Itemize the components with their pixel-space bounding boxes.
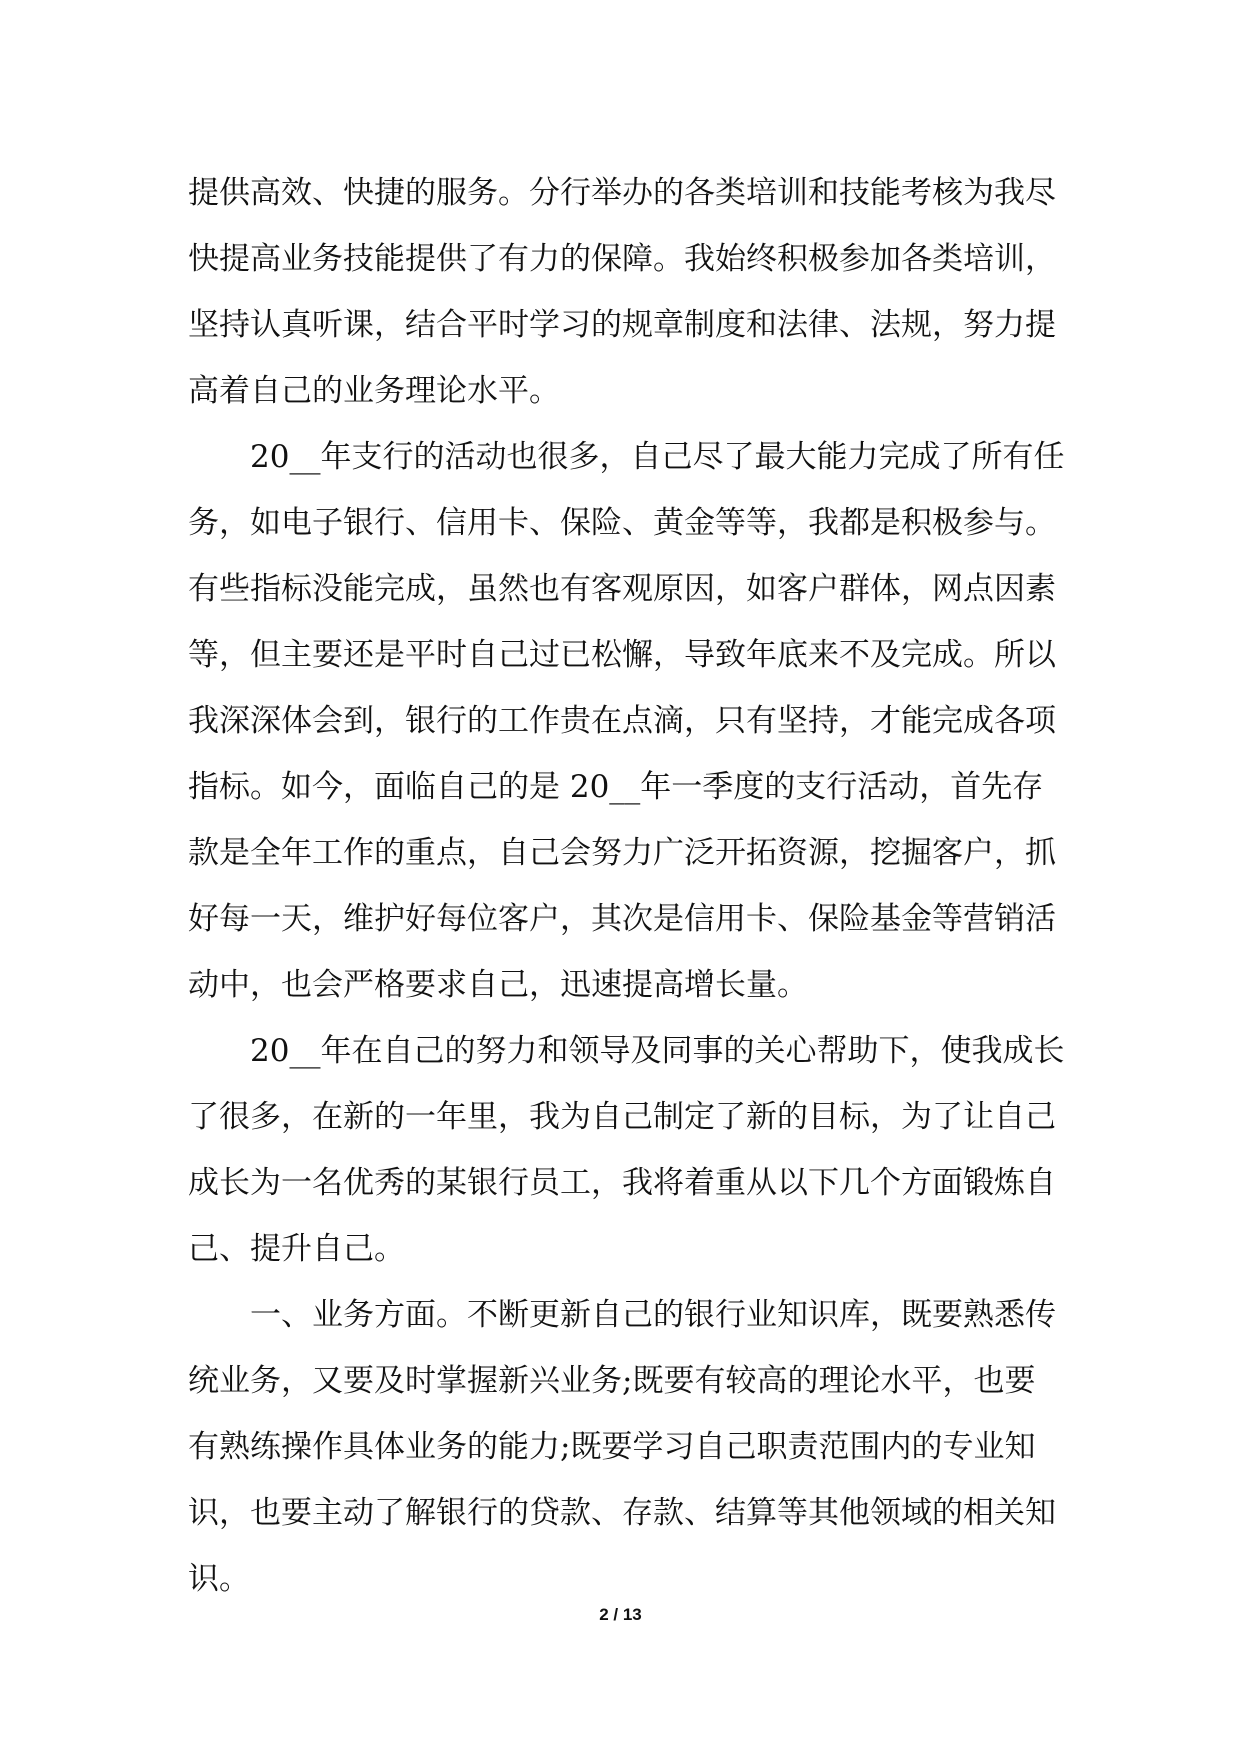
paragraph bbox=[188, 160, 1058, 424]
text-line: 快提高业务技能提供了有力的保障。我始终积极参加各类培训， bbox=[188, 241, 1056, 277]
text-line: 好每一天，维护好每位客户，其次是信用卡、保险基金等营销活 bbox=[188, 901, 1056, 937]
text-line: 高着自己的业务理论水平。 bbox=[188, 373, 560, 409]
text-line: 20__年在自己的努力和领导及同事的关心帮助下，使我成长 bbox=[250, 1033, 1065, 1069]
text-line: 识。 bbox=[188, 1561, 250, 1597]
text-line: 等，但主要还是平时自己过已松懈，导致年底来不及完成。所以 bbox=[188, 637, 1056, 673]
text-line: 了很多，在新的一年里，我为自己制定了新的目标，为了让自己 bbox=[188, 1099, 1056, 1135]
text-line: 提供高效、快捷的服务。分行举办的各类培训和技能考核为我尽 bbox=[188, 175, 1056, 211]
text-line: 指标。如今，面临自己的是 20__年一季度的支行活动，首先存 bbox=[188, 769, 1044, 805]
text-line: 20__年支行的活动也很多，自己尽了最大能力完成了所有任 bbox=[250, 439, 1065, 475]
page-number: 2 / 13 bbox=[599, 1605, 642, 1624]
text-line: 款是全年工作的重点，自己会努力广泛开拓资源，挖掘客户，抓 bbox=[188, 835, 1056, 871]
text-line: 识，也要主动了解银行的贷款、存款、结算等其他领域的相关知 bbox=[188, 1495, 1056, 1531]
text-line: 坚持认真听课，结合平时学习的规章制度和法律、法规，努力提 bbox=[188, 307, 1056, 343]
paragraph bbox=[188, 1018, 1065, 1282]
text-line: 动中，也会严格要求自己，迅速提高增长量。 bbox=[188, 967, 808, 1003]
text-line: 务，如电子银行、信用卡、保险、黄金等等，我都是积极参与。 bbox=[188, 505, 1056, 541]
text-line: 己、提升自己。 bbox=[188, 1231, 405, 1267]
text-line: 成长为一名优秀的某银行员工，我将着重从以下几个方面锻炼自 bbox=[188, 1165, 1056, 1201]
paragraph bbox=[188, 1282, 1058, 1612]
text-line: 我深深体会到，银行的工作贵在点滴，只有坚持，才能完成各项 bbox=[188, 703, 1056, 739]
text-line: 一、业务方面。不断更新自己的银行业知识库，既要熟悉传 bbox=[250, 1297, 1056, 1333]
paragraph bbox=[188, 424, 1065, 1018]
text-line: 有熟练操作具体业务的能力;既要学习自己职责范围内的专业知 bbox=[188, 1429, 1036, 1465]
document-body bbox=[188, 160, 1065, 1612]
text-line: 有些指标没能完成，虽然也有客观原因，如客户群体，网点因素 bbox=[188, 571, 1056, 607]
text-line: 统业务，又要及时掌握新兴业务;既要有较高的理论水平，也要 bbox=[188, 1363, 1036, 1399]
